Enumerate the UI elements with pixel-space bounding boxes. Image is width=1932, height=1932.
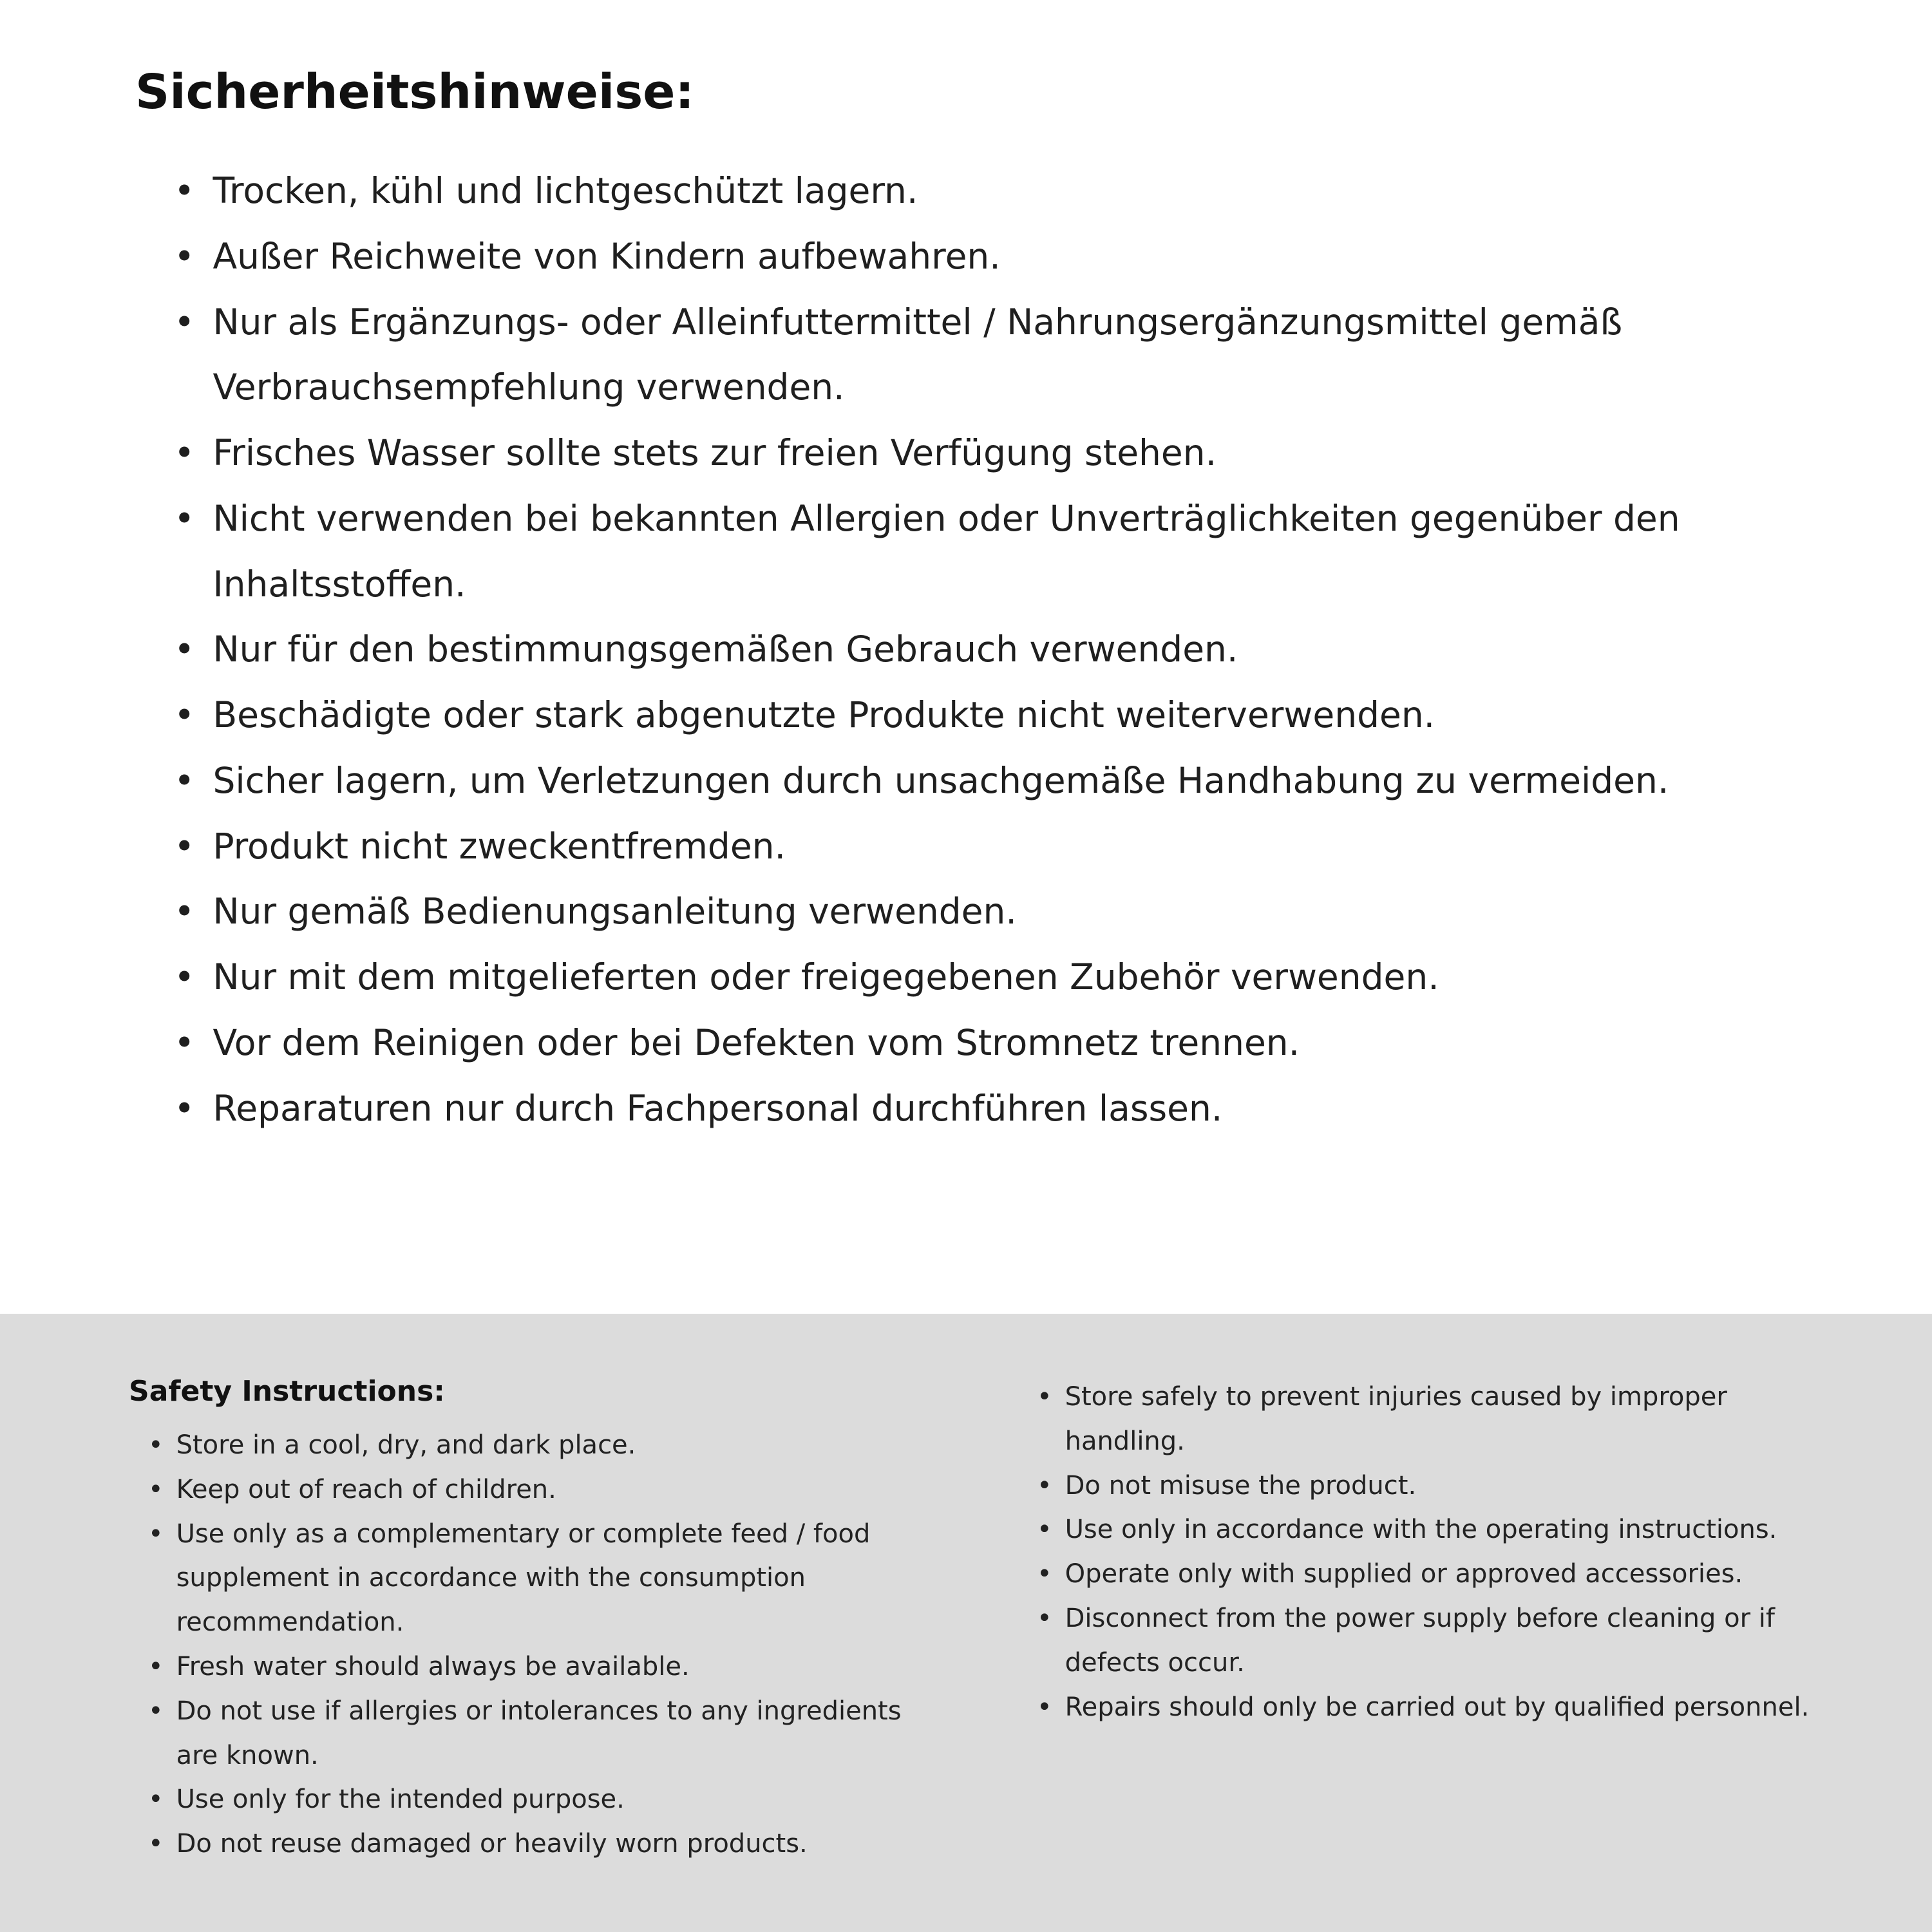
item-text: Nur gemäß Bedienungsanleitung verwenden.: [213, 891, 1017, 933]
list-item: [1037, 1508, 1842, 1552]
bullet-marker: •: [174, 759, 195, 801]
list-item: [148, 1423, 934, 1468]
bullet-marker: •: [1037, 1559, 1052, 1589]
bullet-marker: •: [174, 891, 195, 933]
bullet-marker: •: [148, 1474, 164, 1504]
german-section-title: Sicherheitshinweise:: [135, 64, 695, 120]
item-text: Nur mit dem mitgelieferten oder freigegebenen Zubehör verwenden.: [213, 956, 1439, 998]
bullet-marker: •: [148, 1651, 164, 1681]
list-item: [174, 1010, 1771, 1076]
bullet-marker: •: [174, 1087, 195, 1129]
list-item: [174, 814, 1771, 880]
item-text: Außer Reichweite von Kindern aufbewahren.: [213, 235, 1001, 277]
bullet-marker: •: [1037, 1692, 1052, 1722]
item-text: Repairs should only be carried out by qualified personnel.: [1065, 1692, 1810, 1722]
bullet-marker: •: [174, 235, 195, 277]
item-text: Use only as a complementary or complete feed / food supplement in accordance with the consumption recommendation.: [176, 1519, 871, 1638]
bullet-marker: •: [174, 432, 195, 473]
item-text: Frisches Wasser sollte stets zur freien Verfügung stehen.: [213, 432, 1217, 473]
item-text: Do not reuse damaged or heavily worn products.: [176, 1829, 808, 1859]
list-item: [174, 617, 1771, 683]
list-item: [174, 748, 1771, 814]
english-safety-list-right: [1037, 1375, 1842, 1729]
bullet-marker: •: [174, 497, 195, 539]
list-item: [174, 158, 1771, 224]
bullet-marker: •: [148, 1519, 164, 1549]
list-item: [1037, 1685, 1842, 1730]
list-item: [1037, 1375, 1842, 1464]
list-item: [174, 945, 1771, 1010]
bullet-marker: •: [174, 956, 195, 998]
list-item: [1037, 1552, 1842, 1596]
list-item: [174, 683, 1771, 748]
list-item: [174, 1076, 1771, 1142]
item-text: Store safely to prevent injuries caused by improper handling.: [1065, 1382, 1727, 1456]
english-left-column: [129, 1375, 934, 1866]
english-section-title: Safety Instructions:: [129, 1375, 445, 1408]
item-text: Keep out of reach of children.: [176, 1474, 556, 1504]
bullet-marker: •: [174, 629, 195, 670]
item-text: Vor dem Reinigen oder bei Defekten vom Stromnetz trennen.: [213, 1021, 1300, 1063]
item-text: Beschädigte oder stark abgenutzte Produkte nicht weiterverwenden.: [213, 694, 1435, 735]
bullet-marker: •: [1037, 1470, 1052, 1501]
bullet-marker: •: [174, 1021, 195, 1063]
list-item: [148, 1777, 934, 1822]
list-item: [1037, 1596, 1842, 1685]
list-item: [148, 1689, 934, 1778]
english-safety-list-left: [129, 1423, 934, 1866]
bullet-marker: •: [148, 1829, 164, 1859]
list-item: [148, 1468, 934, 1512]
list-item: [174, 290, 1771, 421]
bullet-marker: •: [1037, 1382, 1052, 1412]
list-item: [174, 421, 1771, 486]
list-item: [1037, 1464, 1842, 1508]
item-text: Reparaturen nur durch Fachpersonal durchführen lassen.: [213, 1087, 1223, 1129]
bullet-marker: •: [174, 170, 195, 211]
item-text: Disconnect from the power supply before cleaning or if defects occur.: [1065, 1603, 1775, 1678]
bullet-marker: •: [148, 1430, 164, 1460]
item-text: Store in a cool, dry, and dark place.: [176, 1430, 636, 1460]
german-safety-list: [135, 158, 1771, 1141]
item-text: Nicht verwenden bei bekannten Allergien oder Unverträglichkeiten gegenüber den Inhaltsstoffen.: [213, 497, 1680, 605]
bullet-marker: •: [1037, 1603, 1052, 1633]
list-item: [148, 1645, 934, 1689]
item-text: Trocken, kühl und lichtgeschützt lagern.: [213, 170, 918, 211]
list-item: [174, 879, 1771, 945]
item-text: Do not use if allergies or intolerances to any ingredients are known.: [176, 1696, 902, 1770]
bullet-marker: •: [148, 1785, 164, 1815]
list-item: [148, 1822, 934, 1866]
item-text: Use only for the intended purpose.: [176, 1785, 625, 1815]
bullet-marker: •: [174, 825, 195, 867]
item-text: Use only in accordance with the operating instructions.: [1065, 1515, 1777, 1545]
item-text: Sicher lagern, um Verletzungen durch unsachgemäße Handhabung zu vermeiden.: [213, 759, 1669, 801]
item-text: Operate only with supplied or approved accessories.: [1065, 1559, 1743, 1589]
item-text: Produkt nicht zweckentfremden.: [213, 825, 786, 867]
english-safety-section: [0, 1314, 1932, 1932]
item-text: Fresh water should always be available.: [176, 1651, 690, 1681]
item-text: Nur für den bestimmungsgemäßen Gebrauch verwenden.: [213, 629, 1238, 670]
bullet-marker: •: [174, 301, 195, 343]
list-item: [174, 486, 1771, 618]
item-text: Do not misuse the product.: [1065, 1470, 1417, 1501]
item-text: Nur als Ergänzungs- oder Alleinfuttermittel / Nahrungsergänzungsmittel gemäß Verbrauchsempfehlung verwenden.: [213, 301, 1623, 408]
bullet-marker: •: [1037, 1515, 1052, 1545]
list-item: [174, 224, 1771, 290]
bullet-marker: •: [174, 694, 195, 735]
english-right-column: [1037, 1375, 1842, 1729]
list-item: [148, 1512, 934, 1645]
bullet-marker: •: [148, 1696, 164, 1726]
